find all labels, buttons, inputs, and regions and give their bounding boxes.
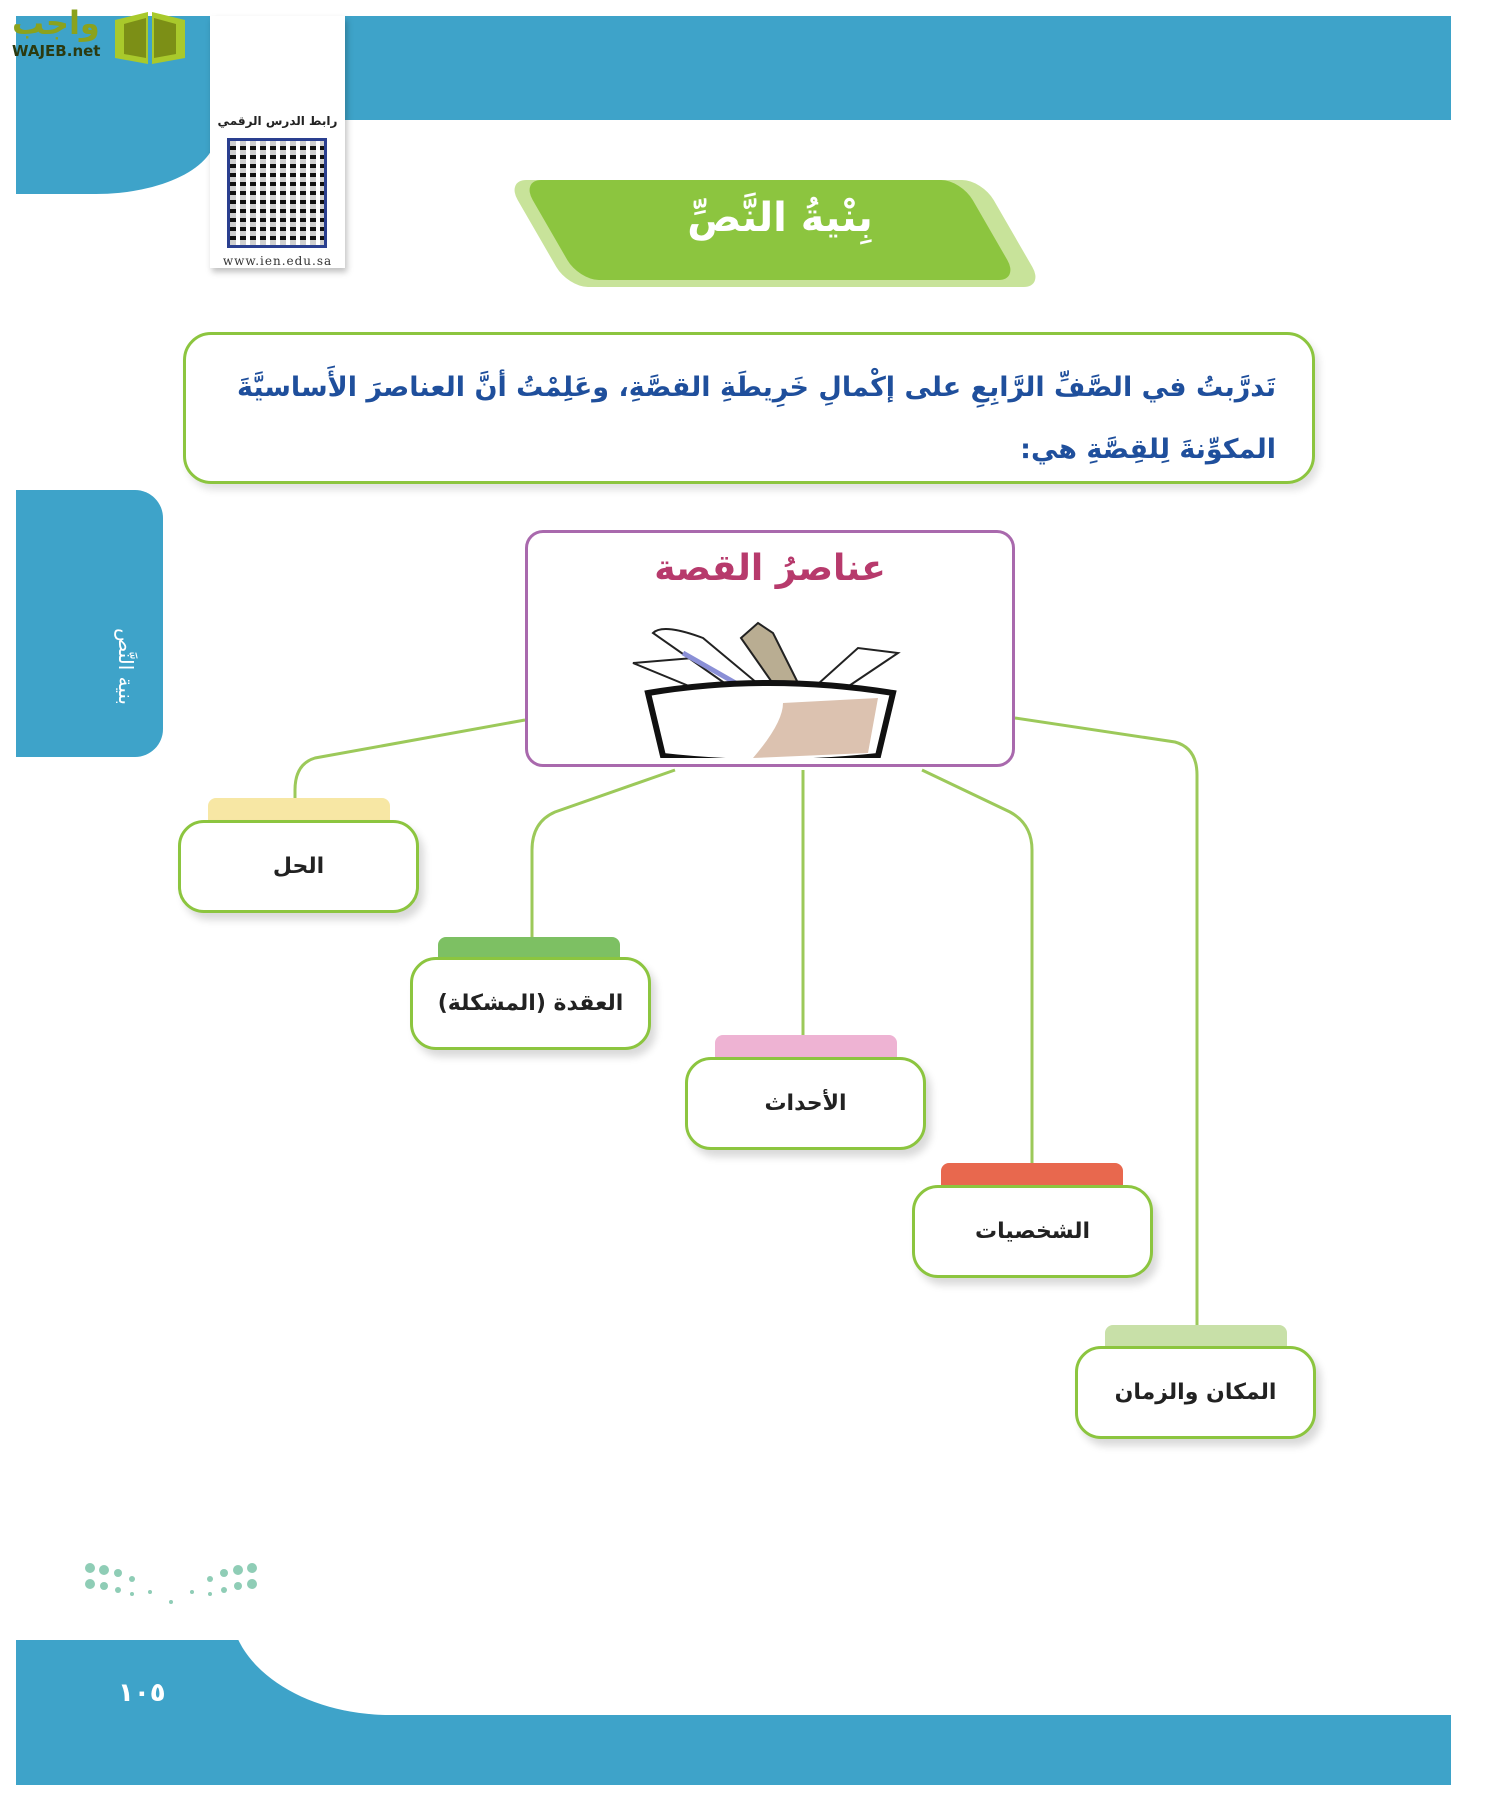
node-solution: الحل <box>178 820 419 913</box>
node-setting: المكان والزمان <box>1075 1346 1316 1439</box>
qr-label: رابط الدرس الرقمي <box>217 114 338 128</box>
bottom-curve <box>230 1600 1490 1715</box>
page-title: بِنْيةُ النَّصِّ <box>687 195 873 241</box>
connector-conflict <box>532 770 675 940</box>
node-tab-characters <box>941 1163 1123 1187</box>
node-characters: الشخصيات <box>912 1185 1153 1278</box>
node-conflict: العقدة (المشكلة) <box>410 957 651 1050</box>
node-events: الأحداث <box>685 1057 926 1150</box>
logo-arabic: واجب <box>12 4 100 42</box>
qr-url[interactable]: www.ien.edu.sa <box>222 254 333 268</box>
page-number: ١٠٥ <box>118 1678 166 1708</box>
logo-latin: WAJEB.net <box>12 42 101 60</box>
node-tab-solution <box>208 798 390 822</box>
side-tab-label: بنية النَّص <box>114 628 138 705</box>
intro-text: تَدرَّبتُ في الصَّفِّ الرَّابِعِ على إكْمالِ خَرِيطَةِ القصَّةِ، وعَلِمْتُ أنَّ العناصرَ الأَساسيَّةَ المكوِّنةَ لِلقِصَّةِ هي: <box>183 332 1315 484</box>
node-tab-events <box>715 1035 897 1059</box>
center-node-title: عناصرُ القصة <box>654 548 886 589</box>
pencil-cup-icon <box>623 618 913 758</box>
connector-solution <box>295 720 525 800</box>
connector-characters <box>922 770 1032 1165</box>
